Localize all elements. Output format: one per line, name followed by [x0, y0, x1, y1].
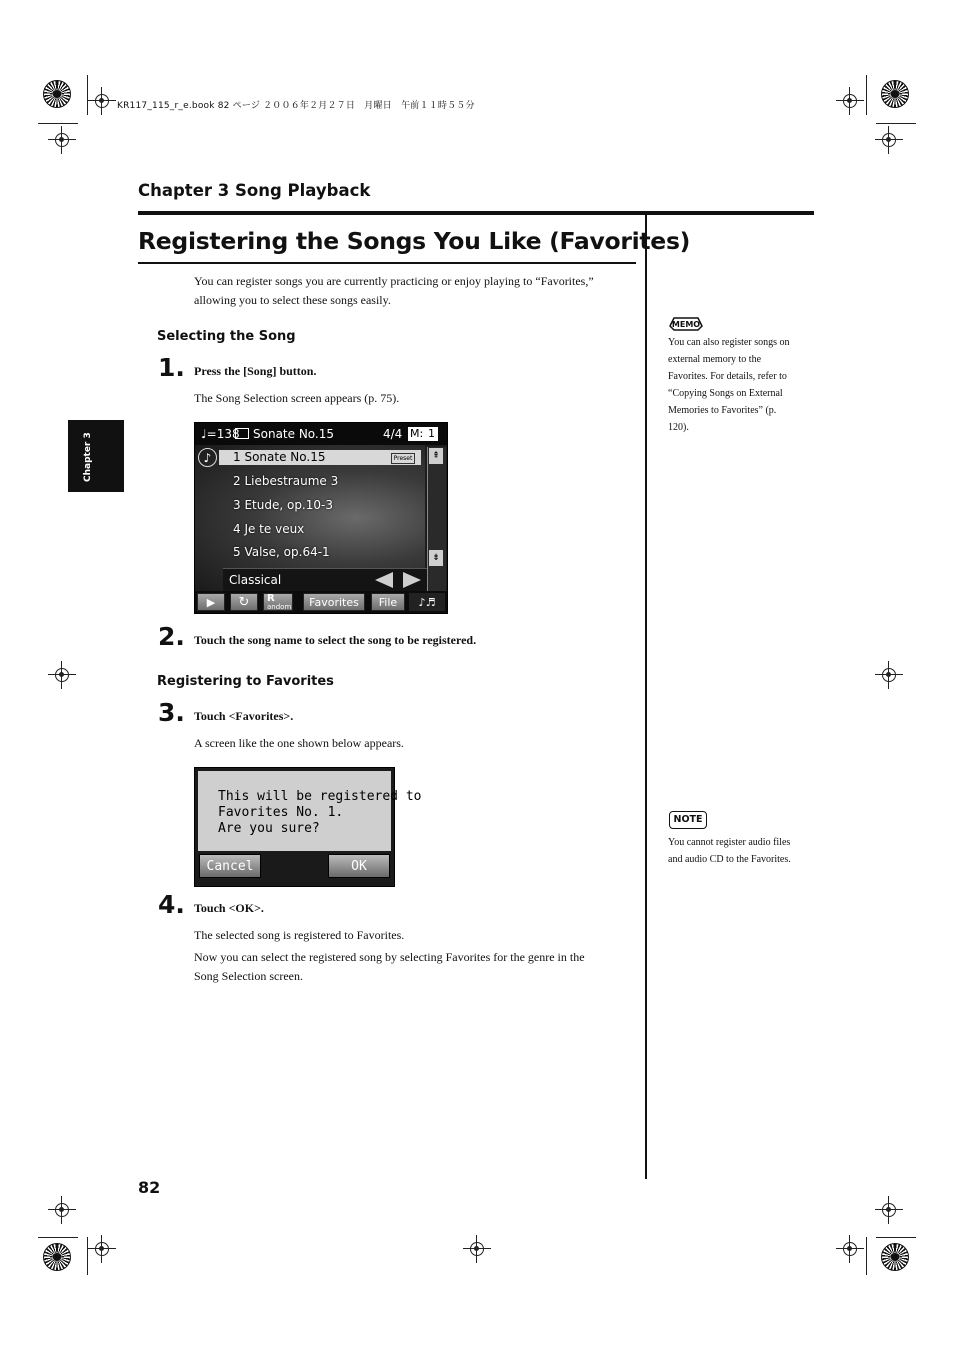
- memo-line: “Copying Songs on External: [668, 388, 783, 399]
- step-4-result: The selected song is registered to Favorites.: [194, 928, 405, 942]
- measure-value: 1: [428, 427, 435, 440]
- note-icon: NOTE: [669, 811, 707, 829]
- step-3-result: A screen like the one shown below appears.: [194, 736, 404, 750]
- memo-label: MEMO: [671, 320, 701, 329]
- registration-mark: [843, 1242, 857, 1256]
- intro-line: allowing you to select these songs easily.: [194, 293, 391, 307]
- play-button[interactable]: ▶: [197, 593, 225, 611]
- registration-mark: [95, 94, 109, 108]
- memo-line: You can also register songs on: [668, 337, 790, 348]
- song-list-item-2[interactable]: 2 Liebestraume 3: [233, 474, 339, 488]
- column-divider: [645, 215, 647, 1179]
- score-icon: [235, 428, 249, 439]
- intro-paragraph: [194, 272, 634, 310]
- step-number-2: 2.: [158, 622, 185, 651]
- file-info-header: KR117_115_r_e.book 82 ページ ２００６年２月２７日 月曜日 午前１１時５５分: [117, 101, 475, 111]
- measure-readout: M: 1: [408, 427, 438, 441]
- explanation-line: Song Selection screen.: [194, 969, 303, 983]
- song-list-item-5[interactable]: 5 Valse, op.64-1: [233, 545, 330, 559]
- genre-bar: [223, 568, 427, 591]
- page-number: 82: [138, 1178, 161, 1197]
- crop-mark: [866, 1237, 867, 1275]
- subheading-selecting: Selecting the Song: [157, 329, 296, 344]
- confirm-dialog-screen: [194, 767, 422, 887]
- note-line: and audio CD to the Favorites.: [668, 854, 791, 865]
- registration-target-bottom-right: [881, 1243, 909, 1271]
- genre-next-arrow-icon[interactable]: [403, 572, 421, 588]
- registration-target-bottom-left: [43, 1243, 71, 1271]
- crop-mark: [876, 123, 916, 124]
- loop-button[interactable]: ↻: [230, 593, 258, 611]
- song-selection-screen: [194, 422, 448, 614]
- file-button[interactable]: File: [371, 593, 405, 611]
- memo-text: [668, 334, 818, 436]
- favorites-button[interactable]: Favorites: [303, 593, 365, 611]
- cancel-button[interactable]: Cancel: [199, 854, 261, 878]
- memo-line: external memory to the: [668, 354, 762, 365]
- crop-mark: [87, 75, 88, 115]
- screen-status-bar: [195, 423, 447, 445]
- registration-mark: [470, 1242, 484, 1256]
- note-line: You cannot register audio files: [668, 837, 791, 848]
- step-1-instruction: Press the [Song] button.: [194, 364, 317, 378]
- note-text: [668, 834, 818, 868]
- scroll-bottom-icon[interactable]: ⇟: [429, 550, 443, 566]
- registration-mark: [882, 133, 896, 147]
- crop-mark: [876, 1237, 916, 1238]
- chapter-heading: Chapter 3 Song Playback: [138, 181, 371, 200]
- tempo-readout: ♩=138: [201, 427, 240, 441]
- title-rule: [138, 262, 636, 264]
- step-1-result: The Song Selection screen appears (p. 75).: [194, 391, 400, 405]
- random-button-label-bottom: andom: [267, 603, 292, 611]
- confirm-message-panel: [198, 771, 422, 851]
- crop-mark: [38, 123, 78, 124]
- confirm-message-line: Favorites No. 1.: [218, 805, 344, 820]
- music-note-icon: ♪: [198, 448, 217, 467]
- header-rule: [138, 211, 814, 215]
- registration-target-top-right: [881, 80, 909, 108]
- registration-mark: [55, 1203, 69, 1217]
- confirm-message-line: Are you sure?: [218, 821, 320, 836]
- song-list-item-3[interactable]: 3 Etude, op.10-3: [233, 498, 333, 512]
- registration-mark: [882, 1203, 896, 1217]
- genre-prev-arrow-icon[interactable]: [375, 572, 393, 588]
- step-4-instruction: Touch <OK>.: [194, 901, 264, 915]
- preset-badge: Preset: [391, 453, 415, 464]
- memo-line: 120).: [668, 422, 689, 433]
- step-number-1: 1.: [158, 353, 185, 382]
- memo-line: Memories to Favorites” (p.: [668, 405, 777, 416]
- beat-readout: 4/4: [383, 427, 403, 441]
- song-list-item-1[interactable]: 1 Sonate No.15: [233, 450, 326, 464]
- step-2-instruction: Touch the song name to select the song to be registered.: [194, 633, 477, 647]
- registration-target-top-left: [43, 80, 71, 108]
- random-button[interactable]: [263, 593, 293, 611]
- registration-mark: [843, 94, 857, 108]
- tempo-mark-icon[interactable]: ♪♬: [409, 593, 445, 611]
- song-list-scrollbar[interactable]: [427, 447, 446, 593]
- crop-mark: [866, 75, 867, 115]
- memo-icon: [668, 314, 704, 332]
- crop-mark: [87, 1237, 88, 1275]
- registration-mark: [882, 668, 896, 682]
- scroll-top-icon[interactable]: ⇞: [429, 448, 443, 464]
- step-4-explanation: [194, 948, 634, 986]
- explanation-line: Now you can select the registered song by selecting Favorites for the genre in the: [194, 950, 585, 964]
- step-number-4: 4.: [158, 890, 185, 919]
- ok-button[interactable]: OK: [328, 854, 390, 878]
- section-title: Registering the Songs You Like (Favorites): [138, 227, 691, 255]
- confirm-message-line: This will be registered to: [218, 789, 422, 804]
- registration-mark: [55, 668, 69, 682]
- step-3-instruction: Touch <Favorites>.: [194, 709, 294, 723]
- chapter-tab-label: Chapter 3: [83, 432, 93, 482]
- random-button-label-top: R: [267, 593, 275, 604]
- step-number-3: 3.: [158, 698, 185, 727]
- current-song-title: Sonate No.15: [253, 427, 335, 441]
- registration-mark: [95, 1242, 109, 1256]
- subheading-registering: Registering to Favorites: [157, 674, 334, 689]
- intro-line: You can register songs you are currently practicing or enjoy playing to “Favorites,”: [194, 274, 594, 288]
- genre-label: Classical: [229, 573, 282, 587]
- crop-mark: [38, 1237, 78, 1238]
- registration-mark: [55, 133, 69, 147]
- chapter-tab: [68, 420, 124, 492]
- memo-line: Favorites. For details, refer to: [668, 371, 787, 382]
- song-list-item-4[interactable]: 4 Je te veux: [233, 522, 305, 536]
